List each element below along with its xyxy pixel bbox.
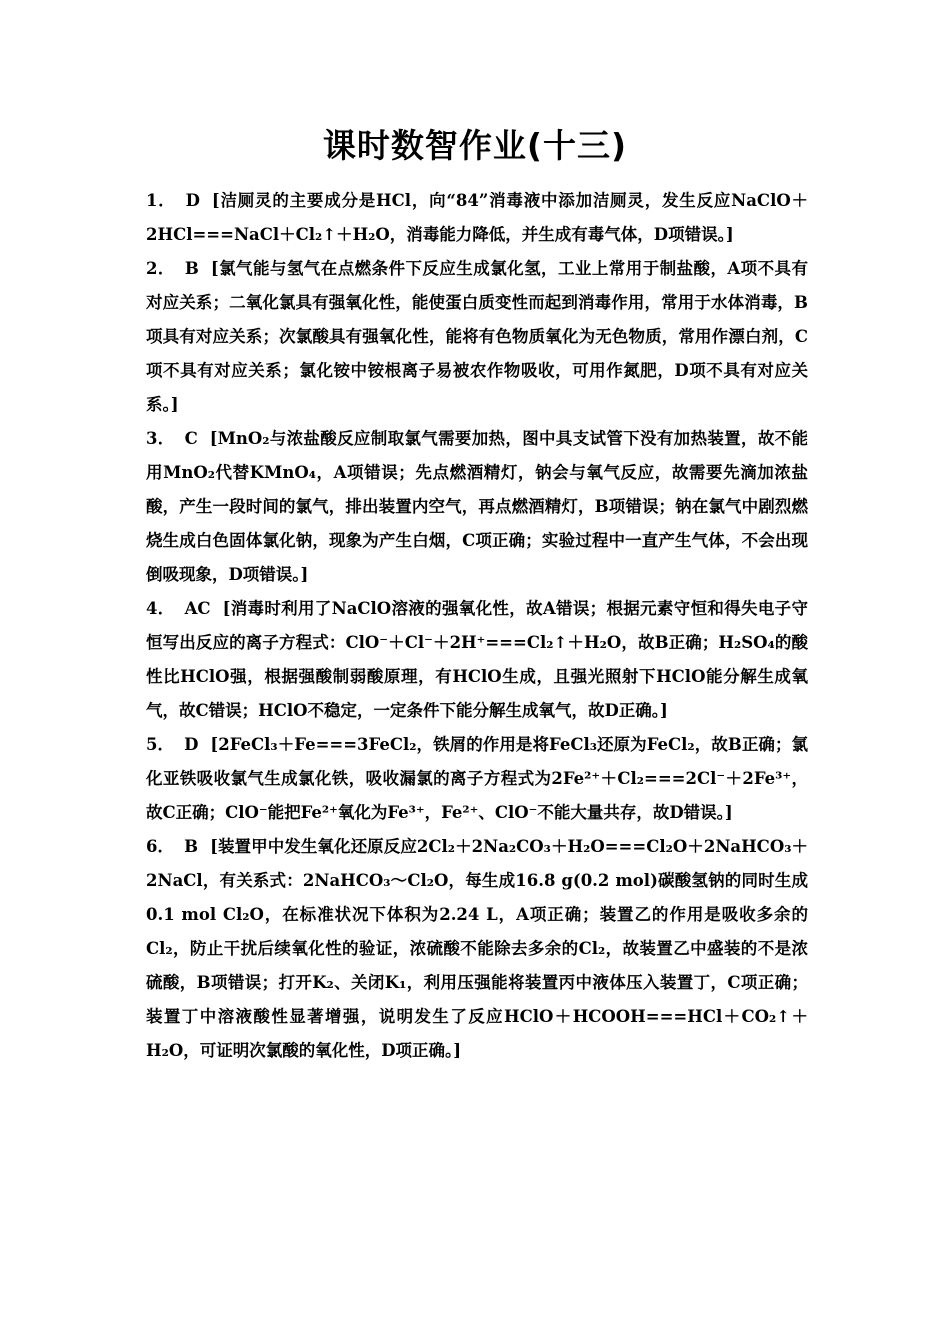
question-number: 6． [146, 837, 175, 856]
answer-item-4 [146, 592, 808, 728]
question-number: 3． [146, 429, 175, 448]
answer-choice: C [184, 429, 198, 448]
answer-list [146, 184, 808, 1068]
answer-choice: B [184, 837, 199, 856]
answer-choice: D [185, 191, 200, 210]
question-number: 2． [146, 259, 175, 278]
answer-item-2 [146, 252, 808, 422]
answer-explanation: [消毒时利用了NaClO溶液的强氧化性，故A错误；根据元素守恒和得失电子守恒写出反应的离子方程式：ClO⁻＋Cl⁻＋2H⁺===Cl₂↑＋H₂O，故B正确；H₂SO₄的酸性比HClO强，根据强酸制弱酸原理，有HClO生成，且强光照射下HClO能分解生成氧气，故C错误；HClO不稳定，一定条件下能分解生成氧气，故D正确。] [146, 599, 808, 720]
answer-explanation: [2FeCl₃＋Fe===3FeCl₂，铁屑的作用是将FeCl₃还原为FeCl₂，故B正确；氯化亚铁吸收氯气生成氯化铁，吸收漏氯的离子方程式为2Fe²⁺＋Cl₂===2Cl⁻＋2Fe³⁺，故C正确；ClO⁻能把Fe²⁺氧化为Fe³⁺，Fe²⁺、ClO⁻不能大量共存，故D错误。] [146, 735, 809, 822]
answer-item-3 [146, 422, 808, 592]
answer-item-1 [146, 184, 808, 252]
answer-choice: B [184, 259, 199, 278]
answer-explanation: [装置甲中发生氧化还原反应2Cl₂＋2Na₂CO₃＋H₂O===Cl₂O＋2NaHCO₃＋2NaCl，有关系式：2NaHCO₃～Cl₂O，每生成16.8 g(0.2 mol)碳酸氢钠的同时生成0.1 mol Cl₂O，在标准状况下体积为2.24 L，A项正确；装置乙的作用是吸收多余的Cl₂，防止干扰后续氧化性的验证，浓硫酸不能除去多余的Cl₂，故装置乙中盛装的不是浓硫酸，B项错误；打开K₂、关闭K₁，利用压强能将装置丙中液体压入装置丁，C项正确；装置丁中溶液酸性显著增强，说明发生了反应HClO＋HCOOH===HCl＋CO₂↑＋H₂O，可证明次氯酸的氧化性，D项正确。] [146, 837, 808, 1060]
answer-choice: AC [184, 599, 211, 618]
answer-explanation: [氯气能与氢气在点燃条件下反应生成氯化氢，工业上常用于制盐酸，A项不具有对应关系；二氧化氯具有强氧化性，能使蛋白质变性而起到消毒作用，常用于水体消毒，B项具有对应关系；次氯酸具有强氧化性，能将有色物质氧化为无色物质，常用作漂白剂，C项不具有对应关系；氯化铵中铵根离子易被农作物吸收，可用作氮肥，D项不具有对应关系。] [146, 259, 809, 414]
answer-item-6 [146, 830, 808, 1068]
question-number: 1． [146, 191, 176, 210]
answer-item-5 [146, 728, 808, 830]
question-number: 4． [146, 599, 175, 618]
page-title: 课时数智作业(十三) [322, 126, 628, 165]
question-number: 5． [146, 735, 175, 754]
answer-explanation: [MnO₂与浓盐酸反应制取氯气需要加热，图中具支试管下没有加热装置，故不能用MnO₂代替KMnO₄，A项错误；先点燃酒精灯，钠会与氧气反应，故需要先滴加浓盐酸，产生一段时间的氯气，排出装置内空气，再点燃酒精灯，B项错误；钠在氯气中剧烈燃烧生成白色固体氯化钠，现象为产生白烟，C项正确；实验过程中一直产生气体，不会出现倒吸现象，D项错误。] [146, 429, 808, 584]
answer-choice: D [184, 735, 199, 754]
answer-explanation: [洁厕灵的主要成分是HCl，向“84”消毒液中添加洁厕灵，发生反应NaClO＋2HCl===NaCl＋Cl₂↑＋H₂O，消毒能力降低，并生成有毒气体，D项错误。] [146, 191, 808, 244]
